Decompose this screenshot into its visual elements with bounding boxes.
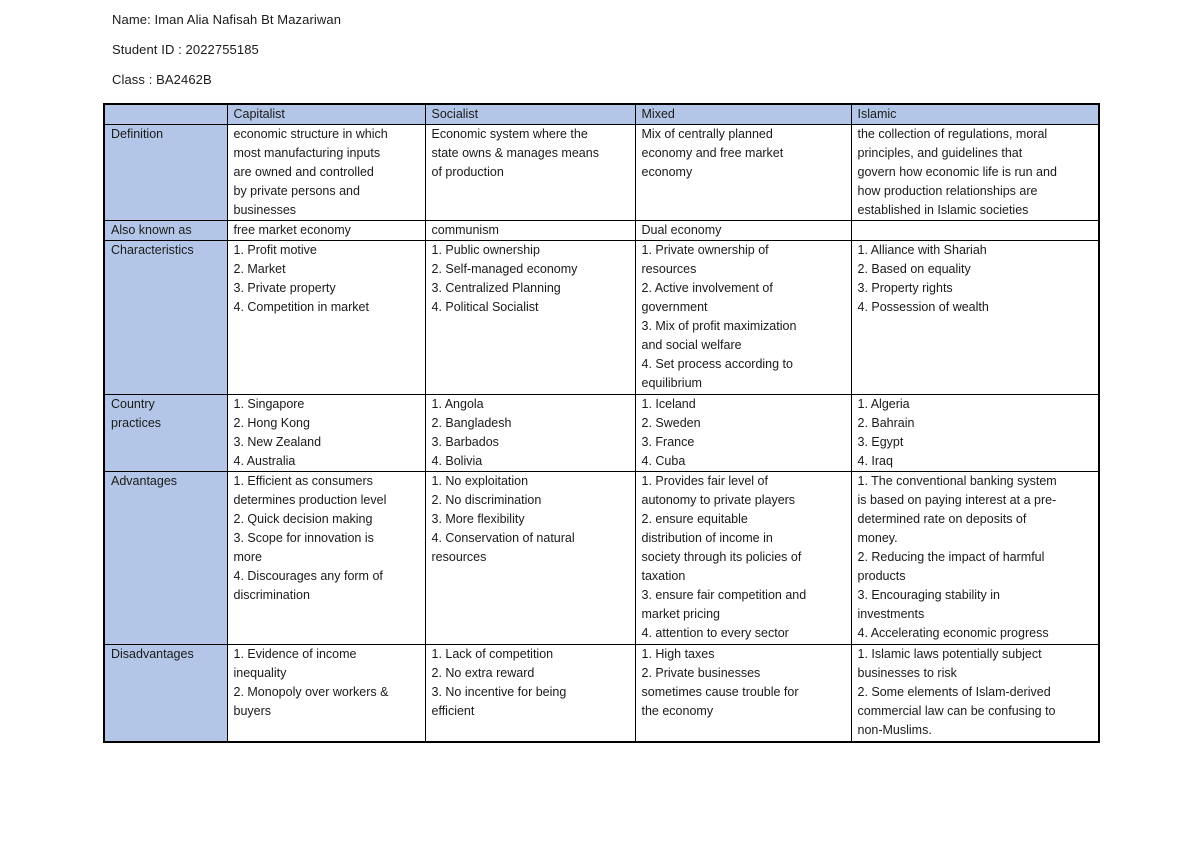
table-row — [104, 645, 1099, 742]
cell-text-line: 1. High taxes — [641, 647, 715, 661]
row-header-label: Characteristics — [111, 243, 194, 257]
cell-text-line: 3. Private property — [233, 281, 336, 295]
table-row — [104, 125, 1099, 221]
cell-text-line: are owned and controlled — [233, 165, 374, 179]
column-header-socialist: Socialist — [425, 104, 635, 125]
cell-text-line: 2. ensure equitable — [641, 512, 748, 526]
cell-text-line: Mix of centrally planned — [641, 127, 773, 141]
cell-text-line: government — [641, 300, 708, 314]
cell-text-line: of production — [431, 165, 504, 179]
row-header-label: Also known as — [111, 223, 192, 237]
student-id: Student ID : 2022755185 — [112, 42, 259, 57]
cell-capitalist — [227, 241, 425, 395]
cell-text-line: 1. Alliance with Shariah — [857, 243, 987, 257]
cell-text-line: discrimination — [233, 588, 310, 602]
cell-text-line: 3. Encouraging stability in — [857, 588, 1000, 602]
cell-text-line: 1. The conventional banking system — [857, 474, 1057, 488]
cell-socialist — [425, 395, 635, 472]
cell-text-line: 4. Set process according to — [641, 357, 793, 371]
cell-text-line: established in Islamic societies — [857, 203, 1029, 217]
cell-capitalist — [227, 645, 425, 742]
table-row — [104, 395, 1099, 472]
cell-text-line: businesses to risk — [857, 666, 957, 680]
cell-text-line: 2. Sweden — [641, 416, 701, 430]
row-header-label: Advantages — [111, 474, 178, 488]
cell-text-line: Economic system where the — [431, 127, 588, 141]
column-header-capitalist: Capitalist — [227, 104, 425, 125]
cell-text-line: 4. Iraq — [857, 454, 893, 468]
cell-capitalist — [227, 472, 425, 645]
cell-text-line: commercial law can be confusing to — [857, 704, 1056, 718]
cell-text-line: 1. Angola — [431, 397, 484, 411]
cell-text-line: equilibrium — [641, 376, 702, 390]
cell-text-line: 2. No discrimination — [431, 493, 542, 507]
cell-text-line: businesses — [233, 203, 297, 217]
row-header-label: practices — [111, 416, 162, 430]
cell-text-line: 4. attention to every sector — [641, 626, 789, 640]
cell-text-line: 1. No exploitation — [431, 474, 529, 488]
row-header-cell — [104, 241, 227, 395]
cell-text-line: free market economy — [233, 223, 351, 237]
table-row — [104, 241, 1099, 395]
cell-text-line: 2. No extra reward — [431, 666, 535, 680]
cell-text-line: 2. Active involvement of — [641, 281, 773, 295]
cell-text-line: society through its policies of — [641, 550, 802, 564]
cell-text-line: 1. Public ownership — [431, 243, 540, 257]
row-header-cell — [104, 395, 227, 472]
cell-text-line: autonomy to private players — [641, 493, 796, 507]
cell-capitalist — [227, 395, 425, 472]
cell-text-line: 4. Australia — [233, 454, 296, 468]
cell-mixed — [635, 472, 851, 645]
cell-islamic — [851, 241, 1099, 395]
cell-mixed — [635, 645, 851, 742]
row-header-cell — [104, 221, 227, 241]
cell-mixed — [635, 221, 851, 241]
cell-text-line: 1. Islamic laws potentially subject — [857, 647, 1042, 661]
cell-mixed — [635, 125, 851, 221]
cell-text-line: 3. More flexibility — [431, 512, 525, 526]
cell-text-line: distribution of income in — [641, 531, 773, 545]
cell-text-line: 2. Bahrain — [857, 416, 915, 430]
cell-text-line: non-Muslims. — [857, 723, 932, 737]
cell-text-line: money. — [857, 531, 898, 545]
class-code: Class : BA2462B — [112, 72, 212, 87]
cell-text-line: 4. Accelerating economic progress — [857, 626, 1049, 640]
economic-systems-table — [103, 103, 1100, 743]
cell-text-line: determines production level — [233, 493, 387, 507]
cell-text-line: most manufacturing inputs — [233, 146, 381, 160]
cell-capitalist — [227, 125, 425, 221]
cell-text-line: 3. France — [641, 435, 695, 449]
cell-capitalist — [227, 221, 425, 241]
cell-text-line: 2. Private businesses — [641, 666, 761, 680]
cell-text-line: resources — [431, 550, 487, 564]
row-header-cell — [104, 125, 227, 221]
cell-text-line: 4. Cuba — [641, 454, 686, 468]
cell-text-line: taxation — [641, 569, 686, 583]
cell-mixed — [635, 395, 851, 472]
cell-socialist — [425, 645, 635, 742]
cell-text-line: 4. Discourages any form of — [233, 569, 383, 583]
cell-text-line: inequality — [233, 666, 287, 680]
cell-text-line: buyers — [233, 704, 272, 718]
cell-text-line: 2. Self-managed economy — [431, 262, 578, 276]
cell-text-line: sometimes cause trouble for — [641, 685, 799, 699]
cell-text-line: investments — [857, 607, 925, 621]
cell-text-line: 2. Monopoly over workers & — [233, 685, 389, 699]
cell-text-line: 1. Provides fair level of — [641, 474, 768, 488]
cell-socialist — [425, 241, 635, 395]
cell-text-line: 1. Lack of competition — [431, 647, 554, 661]
column-header-mixed: Mixed — [635, 104, 851, 125]
cell-text-line: 4. Bolivia — [431, 454, 483, 468]
cell-text-line: 2. Quick decision making — [233, 512, 373, 526]
table-row — [104, 472, 1099, 645]
cell-text-line: economy and free market — [641, 146, 784, 160]
cell-text-line: 3. Property rights — [857, 281, 953, 295]
row-header-label: Disadvantages — [111, 647, 194, 661]
cell-text-line: economic structure in which — [233, 127, 388, 141]
cell-mixed — [635, 241, 851, 395]
table-row — [104, 221, 1099, 241]
cell-islamic — [851, 125, 1099, 221]
cell-text-line: 1. Algeria — [857, 397, 910, 411]
cell-socialist — [425, 221, 635, 241]
cell-islamic — [851, 472, 1099, 645]
cell-text-line: communism — [431, 223, 499, 237]
cell-text-line: 1. Profit motive — [233, 243, 317, 257]
cell-text-line: 3. Egypt — [857, 435, 904, 449]
cell-text-line: is based on paying interest at a pre- — [857, 493, 1057, 507]
cell-text-line: by private persons and — [233, 184, 360, 198]
column-header-islamic: Islamic — [851, 104, 1099, 125]
cell-text-line: 1. Efficient as consumers — [233, 474, 373, 488]
cell-text-line: 1. Singapore — [233, 397, 305, 411]
cell-socialist — [425, 125, 635, 221]
cell-islamic — [851, 221, 1099, 241]
cell-text-line: govern how economic life is run and — [857, 165, 1057, 179]
cell-text-line: 3. New Zealand — [233, 435, 322, 449]
cell-text-line: 3. Barbados — [431, 435, 499, 449]
cell-text-line: 4. Political Socialist — [431, 300, 539, 314]
student-name: Name: Iman Alia Nafisah Bt Mazariwan — [112, 12, 342, 27]
cell-text-line: 4. Possession of wealth — [857, 300, 989, 314]
table-header-row — [104, 104, 1099, 125]
row-header-cell — [104, 645, 227, 742]
cell-text-line: Dual economy — [641, 223, 722, 237]
header-corner-cell — [104, 104, 227, 125]
cell-text-line: 3. Mix of profit maximization — [641, 319, 797, 333]
cell-text-line: state owns & manages means — [431, 146, 599, 160]
cell-text-line: economy — [641, 165, 693, 179]
cell-text-line: 3. Scope for innovation is — [233, 531, 374, 545]
cell-text-line: 1. Iceland — [641, 397, 696, 411]
cell-text-line: efficient — [431, 704, 475, 718]
cell-text-line: 4. Competition in market — [233, 300, 369, 314]
cell-islamic — [851, 645, 1099, 742]
cell-text-line: the collection of regulations, moral — [857, 127, 1048, 141]
row-header-label: Country — [111, 397, 155, 411]
cell-text-line: 3. Centralized Planning — [431, 281, 561, 295]
cell-text-line: products — [857, 569, 906, 583]
cell-text-line: 2. Hong Kong — [233, 416, 310, 430]
row-header-cell — [104, 472, 227, 645]
cell-text-line: market pricing — [641, 607, 720, 621]
cell-text-line: the economy — [641, 704, 714, 718]
cell-text-line: how production relationships are — [857, 184, 1038, 198]
row-header-label: Definition — [111, 127, 164, 141]
cell-text-line: 2. Bangladesh — [431, 416, 512, 430]
cell-text-line: more — [233, 550, 262, 564]
cell-text-line: principles, and guidelines that — [857, 146, 1023, 160]
cell-text-line: 2. Based on equality — [857, 262, 971, 276]
cell-text-line: 3. ensure fair competition and — [641, 588, 807, 602]
cell-text-line: determined rate on deposits of — [857, 512, 1027, 526]
cell-islamic — [851, 395, 1099, 472]
cell-text-line: 3. No incentive for being — [431, 685, 567, 699]
cell-text-line: 2. Reducing the impact of harmful — [857, 550, 1045, 564]
cell-text-line: 1. Evidence of income — [233, 647, 357, 661]
cell-text-line: 1. Private ownership of — [641, 243, 769, 257]
cell-socialist — [425, 472, 635, 645]
cell-text-line: resources — [641, 262, 697, 276]
cell-text-line: 4. Conservation of natural — [431, 531, 575, 545]
cell-text-line: 2. Market — [233, 262, 286, 276]
cell-text-line: 2. Some elements of Islam-derived — [857, 685, 1051, 699]
cell-text-line: and social welfare — [641, 338, 742, 352]
